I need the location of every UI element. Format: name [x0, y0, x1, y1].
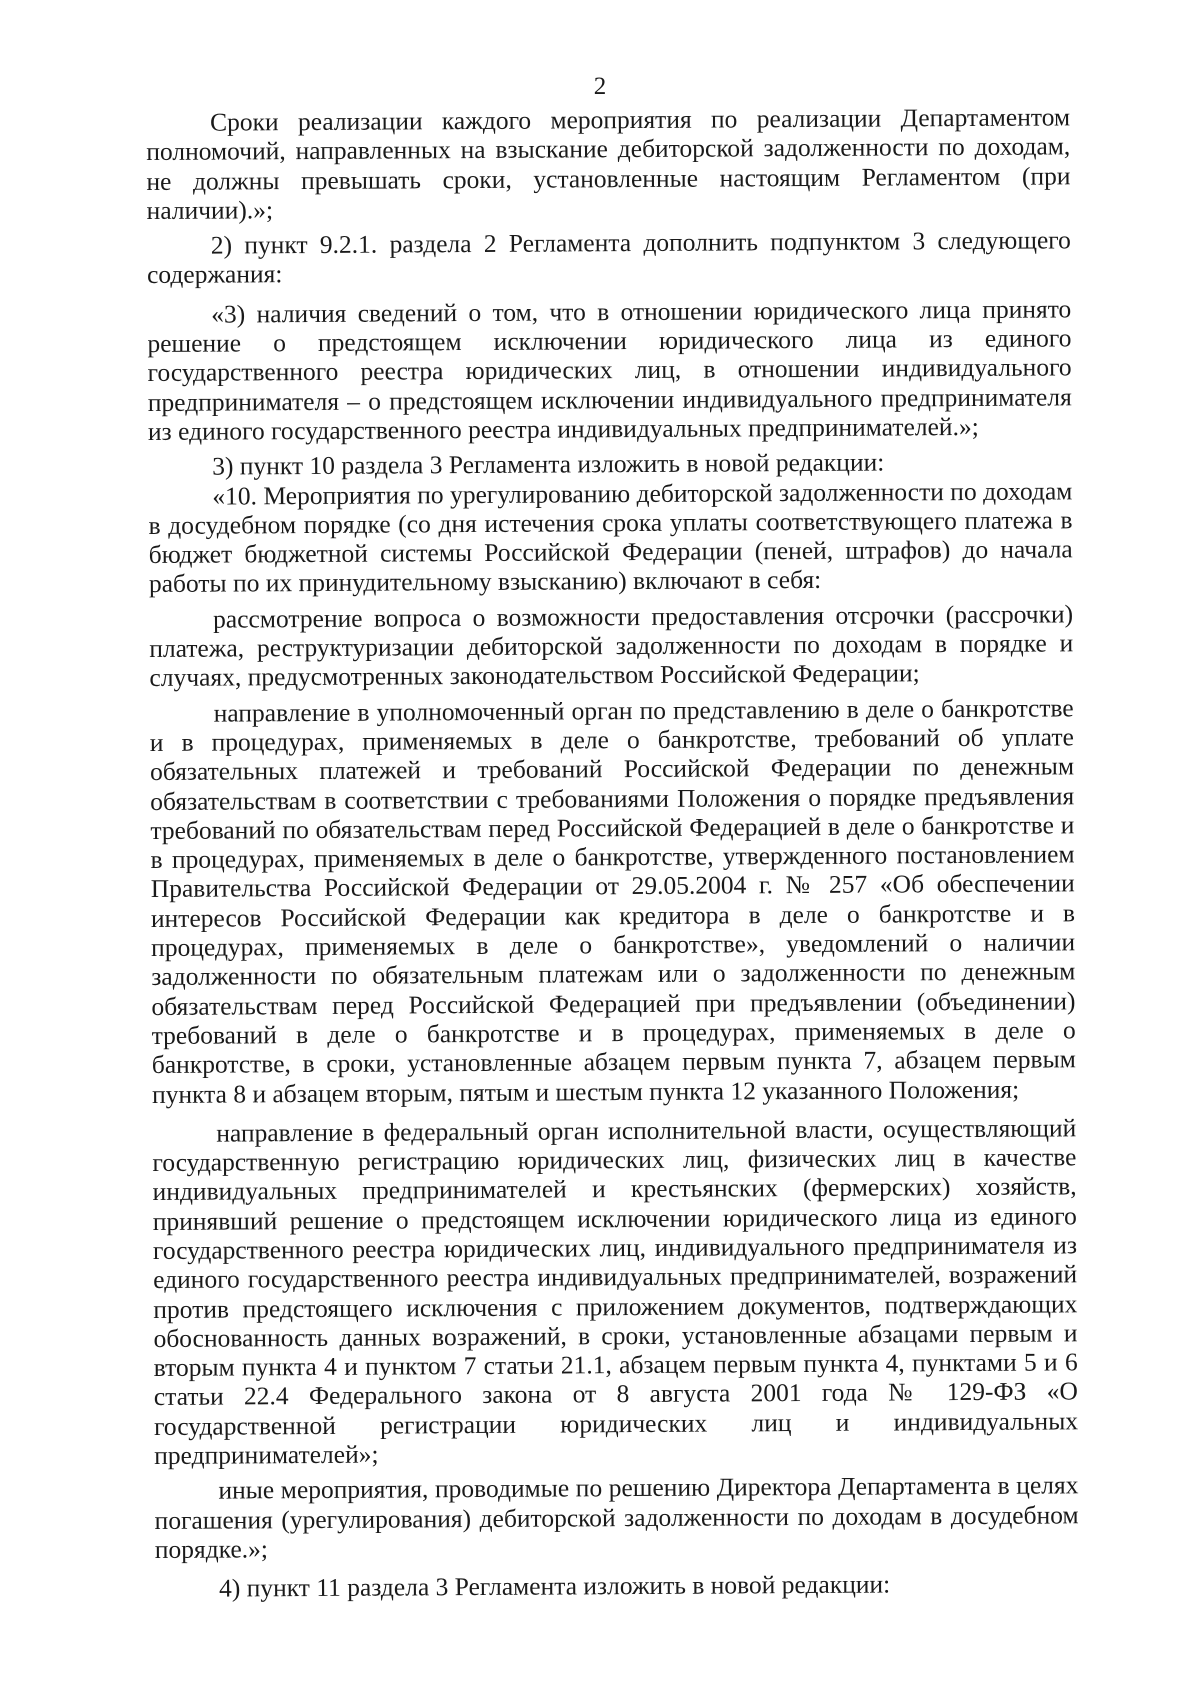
paragraph-item-3: 3) пункт 10 раздела 3 Регламента изложить в новой редакции: — [212, 447, 885, 481]
paragraph-subitem-3-quote: «3) наличия сведений о том, что в отношении юридического лица принято решение о предстоящем исключении юридического лица из единого государственного реестра юридических лиц, в отношении индивидуального предпринимателя – о предстоящем исключении индивидуального предпринимателя из единого государственного реестра индивидуальных предпринимателей.»; — [147, 294, 1072, 446]
paragraph-item-4: 4) пункт 11 раздела 3 Регламента изложить в новой редакции: — [218, 1569, 891, 1603]
document-body — [146, 102, 1079, 1603]
page-number: 2 — [593, 73, 607, 100]
paragraph-other-measures: иные мероприятия, проводимые по решению Директора Департамента в целях погашения (урегулирования) дебиторской задолженности по доходам в досудебном порядке.»; — [154, 1470, 1079, 1564]
paragraph-deferral: рассмотрение вопроса о возможности предоставления отсрочки (рассрочки) платежа, реструктуризации дебиторской задолженности по доходам в порядке и случаях, предусмотренных законодательством Российской Федерации; — [149, 599, 1074, 693]
paragraph-item-2: 2) пункт 9.2.1. раздела 2 Регламента дополнить подпунктом 3 следующего содержания: — [146, 225, 1071, 290]
paragraph-clause-10: «10. Мероприятия по урегулированию дебиторской задолженности по доходам в досудебном порядке (со дня истечения срока уплаты соответствующего платежа в бюджет бюджетной системы Российской Федерации (пеней, штрафов) до начала работы по их принудительному взысканию) включают в себя: — [148, 475, 1073, 599]
paragraph-registration-objection: направление в федеральный орган исполнительной власти, осуществляющий государственную регистрацию юридических лиц, физических лиц в качестве индивидуальных предпринимателей и крестьянских (фермерских) хозяйств, принявший решение о предстоящем исключении юридического лица из единого государственного реестра юридических лиц, индивидуального предпринимателя из единого государственного реестра индивидуальных предпринимателей, возражений против предстоящего исключения с приложением документов, подтверждающих обоснованность данных возражений, в сроки, установленные абзацами первым и вторым пункта 4 и пунктом 7 статьи 21.1, абзацем первым пункта 4, пунктами 5 и 6 статьи 22.4 Федерального закона от 8 августа 2001 года № 129-ФЗ «О государственной регистрации юридических лиц и индивидуальных предпринимателей»; — [152, 1113, 1079, 1471]
paragraph-bankruptcy: направление в уполномоченный орган по представлению в деле о банкротстве и в процедурах, применяемых в деле о банкротстве, требований об уплате обязательных платежей и требований Российской Федерации по денежным обязательствам в соответствии с требованиями Положения о порядке предъявления требований по обязательствам перед Российской Федерацией в деле о банкротстве и в процедурах, применяемых в деле о банкротстве, утвержденного постановлением Правительства Российской Федерации от 29.05.2004 г. № 257 «Об обеспечении интересов Российской Федерации как кредитора в деле о банкротстве и в процедурах, применяемых в деле о банкротстве», уведомлений о наличии задолженности по обязательным платежам или о задолженности по денежным обязательствам перед Российской Федерацией при предъявлении (объединении) требований в деле о банкротстве и в процедурах, применяемых в деле о банкротстве, в сроки, установленные абзацем первым пункта 7, абзацем первым пункта 8 и абзацем вторым, пятым и шестым пункта 12 указанного Положения; — [149, 692, 1076, 1109]
paragraph-deadlines: Сроки реализации каждого мероприятия по реализации Департаментом полномочий, направленных на взыскание дебиторской задолженности по доходам, не должны превышать сроки, установленные настоящим Регламентом (при наличии).»; — [146, 102, 1071, 225]
